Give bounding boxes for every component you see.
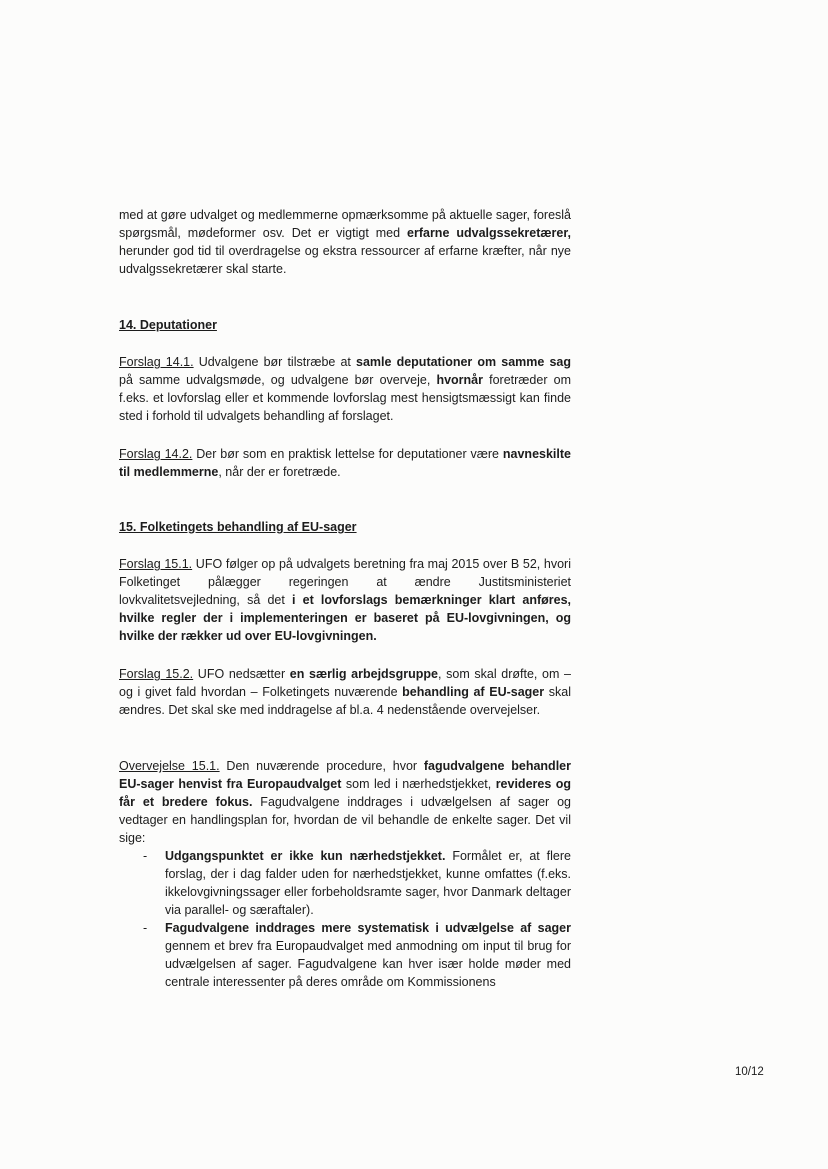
forslag-14-1-text-2: på samme udvalgsmøde, og udvalgene bør overveje, bbox=[119, 373, 437, 387]
intro-text-2: herunder god tid til overdragelse og ekstra ressourcer af erfarne kræfter, når nye udvalgssekretærer skal starte. bbox=[119, 244, 571, 276]
list-item bbox=[119, 847, 571, 919]
overvejelse-15-1-label: Overvejelse 15.1. bbox=[119, 759, 220, 773]
heading-deputationer: 14. Deputationer bbox=[119, 318, 217, 332]
overvejelse-15-1-text-3: Fagudvalgene inddrages i udvælgelsen af sager og vedtager en handlingsplan for, hvordan de vil behandle de enkelte sager. Det vil sige: bbox=[119, 795, 571, 845]
forslag-14-1-bold-2: hvornår bbox=[436, 373, 483, 387]
forslag-14-2-text-2: , når der er foretræde. bbox=[218, 465, 341, 479]
overvejelse-15-1-text-2: som led i nærhedstjekket, bbox=[341, 777, 496, 791]
forslag-15-2-text-2: , som skal drøfte, om – og i givet fald hvordan – Folketingets nuværende bbox=[119, 667, 571, 699]
forslag-15-2-text: UFO nedsætter bbox=[193, 667, 290, 681]
forslag-14-1 bbox=[119, 353, 571, 425]
intro-text: med at gøre udvalget og medlemmerne opmærksomme på aktuelle sager, foreslå spørgsmål, mødeformer osv. Det er vigtigt med bbox=[119, 208, 571, 240]
forslag-15-2-bold-2: behandling af EU-sager bbox=[402, 685, 545, 699]
intro-paragraph bbox=[119, 206, 571, 278]
forslag-14-1-text-3: foretræder om f.eks. et lovforslag eller et kommende lovforslag mest hensigtsmæssigt kan finde sted i forhold til udvalgets behandling af forslaget. bbox=[119, 373, 571, 423]
bullet-1-text: Formålet er, at flere forslag, der i dag falder uden for nærhedstjekket, kunne omfattes (f.eks. ikkelovgivningssager eller forbeholdsramte sager, hvor Danmark deltager via parallel- og særaftaler). bbox=[165, 849, 571, 917]
bullet-2-text: gennem et brev fra Europaudvalget med anmodning om input til brug for udvælgelsen af sager. Fagudvalgene kan hver især holde møder med centrale interessenter på deres område om Kommissionens bbox=[165, 939, 571, 989]
intro-bold: erfarne udvalgssekretærer, bbox=[407, 226, 571, 240]
page-number: 10/12 bbox=[735, 1066, 764, 1078]
forslag-14-2-text: Der bør som en praktisk lettelse for deputationer være bbox=[192, 447, 503, 461]
forslag-15-2 bbox=[119, 665, 571, 719]
forslag-15-2-label: Forslag 15.2. bbox=[119, 667, 194, 681]
bullet-2-bold: Fagudvalgene inddrages mere systematisk i udvælgelse af sager bbox=[165, 921, 571, 935]
forslag-15-1-bold: i et lovforslags bemærkninger klart anføres, hvilke regler der i implementeringen er baseret på EU-lovgivningen, og hvilke der rækker ud over EU-lovgivningen. bbox=[119, 593, 571, 643]
forslag-15-1-text: UFO følger op på udvalgets beretning fra maj 2015 over B 52, hvori Folketinget pålægger regeringen at ændre Justitsministeriet lovkvalitetsvejledning, så det bbox=[119, 557, 571, 607]
forslag-14-2-bold: navneskilte til medlemmerne bbox=[119, 447, 571, 479]
forslag-15-2-text-3: skal ændres. Det skal ske med inddragelse af bl.a. 4 nedenstående overvejelser. bbox=[119, 685, 572, 717]
list-item bbox=[119, 919, 571, 991]
forslag-14-1-bold: samle deputationer om samme sag bbox=[356, 355, 571, 369]
forslag-14-1-text: Udvalgene bør tilstræbe at bbox=[193, 355, 357, 369]
bullet-list bbox=[119, 847, 571, 991]
overvejelse-15-1-bold-2: revideres og får et bredere fokus. bbox=[119, 777, 572, 809]
forslag-14-1-label: Forslag 14.1. bbox=[119, 355, 194, 369]
overvejelse-15-1 bbox=[119, 757, 571, 991]
forslag-15-2-bold: en særlig arbejdsgruppe bbox=[289, 667, 438, 681]
overvejelse-15-1-text: Den nuværende procedure, hvor bbox=[219, 759, 424, 773]
heading-eu-sager: 15. Folketingets behandling af EU-sager bbox=[119, 520, 357, 534]
bullet-1-bold: Udgangspunktet er ikke kun nærhedstjekket. bbox=[165, 849, 446, 863]
section-15-heading bbox=[119, 518, 571, 536]
forslag-15-1 bbox=[119, 555, 571, 645]
section-14-heading bbox=[119, 316, 571, 334]
forslag-15-1-label: Forslag 15.1. bbox=[119, 557, 193, 571]
dash-marker: - bbox=[143, 921, 148, 935]
overvejelse-15-1-bold: fagudvalgene behandler EU-sager henvist fra Europaudvalget bbox=[119, 759, 571, 791]
forslag-14-2-label: Forslag 14.2. bbox=[119, 447, 193, 461]
dash-marker: - bbox=[143, 849, 148, 863]
forslag-14-2 bbox=[119, 445, 571, 481]
